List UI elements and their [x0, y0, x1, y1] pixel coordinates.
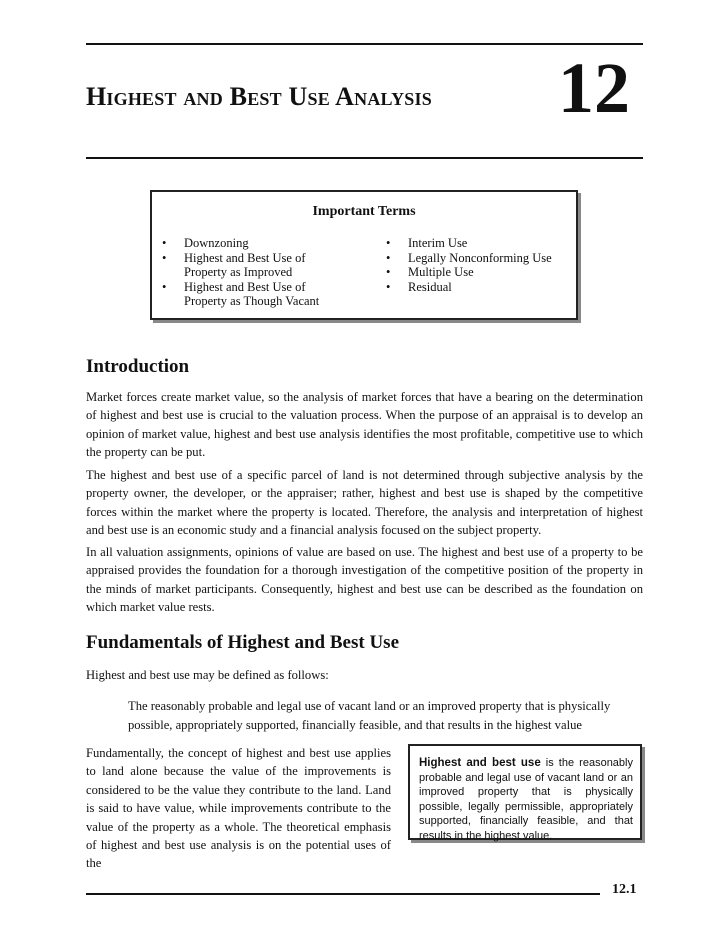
term-text: Interim Use [408, 236, 468, 250]
fundamentals-column-text: Fundamentally, the concept of highest and best use applies to land alone because the value of the improvements is considered to be the value they contribute to the land. Land is said to have value, while improvements contribute to the value of the property as a whole. The theoretical emphasis of highest and best use analysis is on the potential uses of the [86, 746, 391, 871]
term-text: Residual [408, 279, 452, 294]
intro-paragraph-1: Market forces create market value, so the analysis of market forces that have a bearing on the determination of highest and best use is crucial to the valuation process. When the purpose of an appraisal is to develop an opinion of market value, highest and best use analysis identifies the most profitable, competitive use to which the property can be put. [86, 390, 643, 460]
footer-rule [86, 893, 600, 895]
term-item [158, 251, 358, 280]
term-text: Property as Though Vacant [184, 294, 320, 309]
bullet-icon: • [386, 279, 391, 294]
fundamentals-lead: Highest and best use may be defined as follows: [86, 668, 329, 682]
chapter-title: Highest and Best Use Analysis [86, 82, 432, 111]
term-text: Multiple Use [408, 265, 474, 280]
bullet-icon: • [162, 279, 167, 294]
term-text: Legally Nonconforming Use [408, 250, 552, 265]
bullet-icon: • [386, 265, 391, 280]
term-item [158, 280, 358, 309]
terms-list-left [158, 236, 358, 309]
term-text: Highest and Best Use of [184, 279, 306, 294]
bullet-icon: • [162, 250, 167, 265]
definition-body: is the reasonably probable and legal use of vacant land or an improved property that is physically possible, legally permissible, appropriately supported, financially feasible, and that results in the highest value. [419, 757, 633, 842]
term-text: Highest and Best Use of [184, 250, 306, 265]
bullet-icon: • [162, 236, 167, 250]
bullet-icon: • [386, 250, 391, 265]
bullet-icon: • [386, 236, 391, 250]
intro-paragraph-3: In all valuation assignments, opinions of value are based on use. The highest and best use of a property to be appraised provides the foundation for a thorough investigation of the competitive position of the property in the minds of market participants. Consequently, highest and best use can be described as the foundation on which market value rests. [86, 545, 643, 615]
term-item [382, 280, 572, 295]
terms-list-right [382, 236, 572, 294]
term-item [158, 236, 358, 251]
term-text: Downzoning [184, 236, 249, 250]
introduction-heading: Introduction [86, 356, 190, 377]
header-rule [86, 157, 643, 159]
page-number: 12.1 [612, 882, 637, 897]
definition-sidebar-text [419, 756, 633, 844]
term-item [382, 265, 572, 280]
term-text: Property as Improved [184, 265, 293, 280]
chapter-number: 12 [558, 48, 630, 128]
important-terms-heading: Important Terms [312, 204, 416, 219]
important-terms-box [150, 190, 578, 320]
definition-term: Highest and best use [419, 757, 541, 769]
fundamentals-heading: Fundamentals of Highest and Best Use [86, 632, 399, 653]
term-item [382, 251, 572, 266]
term-item [382, 236, 572, 251]
intro-paragraph-2: The highest and best use of a specific parcel of land is not determined through subjective analysis by the property owner, the developer, or the appraiser; rather, highest and best use is shaped by the competitive forces within the market where the property is located. Therefore, the analysis and interpretation of highest and best use is an economic study and a financial analysis focused on the subject property. [86, 468, 643, 538]
definition-sidebar-box [408, 744, 642, 840]
top-rule [86, 43, 643, 45]
definition-quote: The reasonably probable and legal use of vacant land or an improved property that is physically possible, appropriately supported, financially feasible, and that results in the highest value [128, 699, 611, 732]
